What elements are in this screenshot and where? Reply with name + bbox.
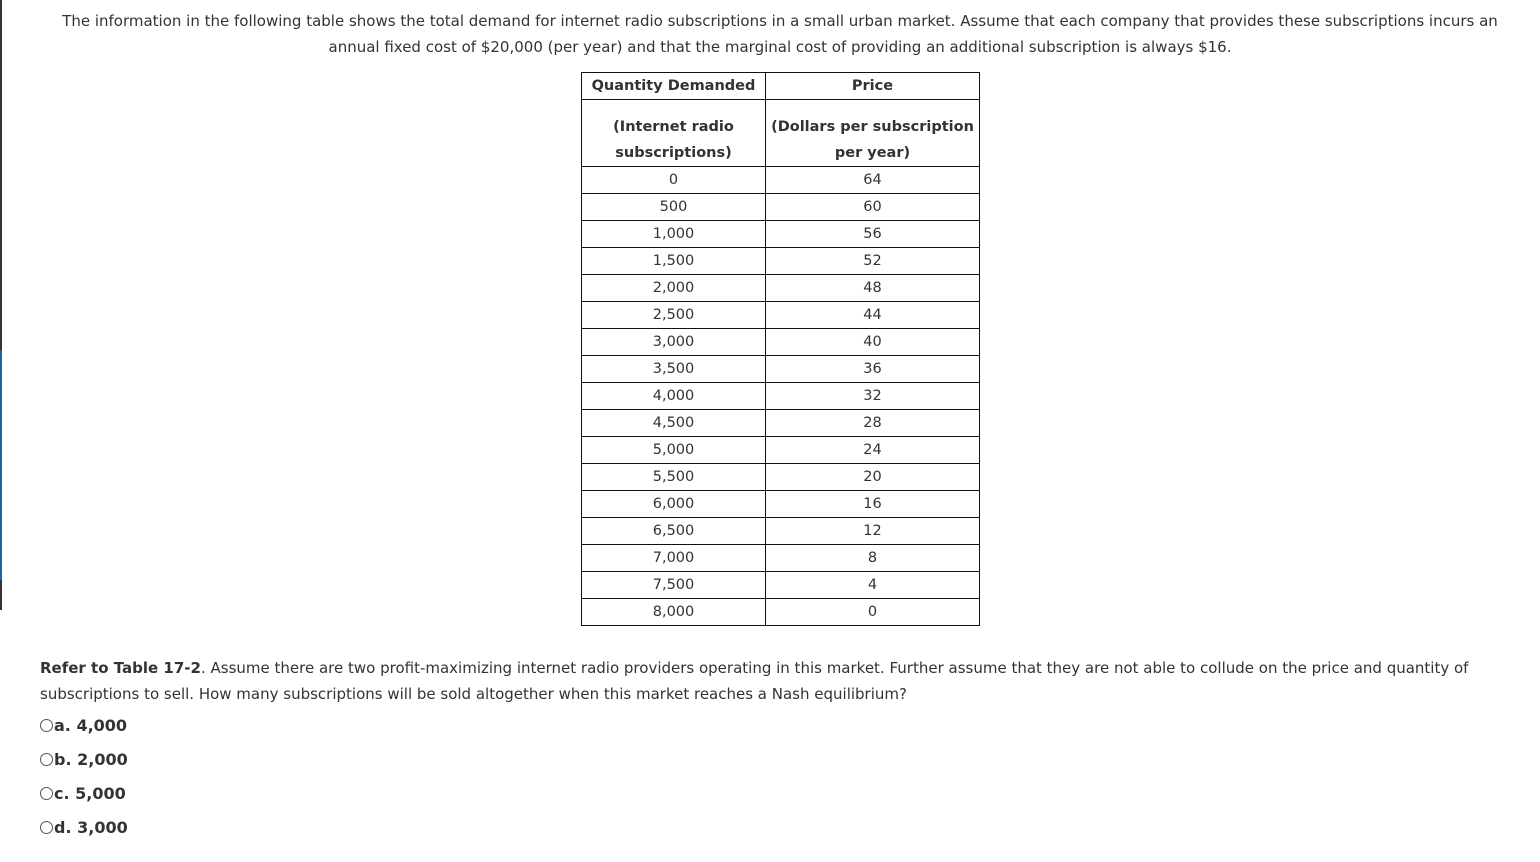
quantity-cell: 6,000: [582, 491, 766, 518]
price-cell: 44: [766, 302, 980, 329]
table-body: [582, 167, 980, 626]
table-row: [582, 518, 980, 545]
header-quantity-demanded: Quantity Demanded: [582, 73, 766, 100]
radio-icon[interactable]: [40, 753, 53, 766]
option-b[interactable]: [40, 742, 128, 776]
quantity-cell: 6,500: [582, 518, 766, 545]
table-row: [582, 194, 980, 221]
left-border-accent: [0, 350, 2, 580]
intro-line-2: annual fixed cost of $20,000 (per year) and that the marginal cost of providing an additional subscription is always $16.: [328, 38, 1232, 56]
radio-icon[interactable]: [40, 787, 53, 800]
quantity-cell: 0: [582, 167, 766, 194]
quantity-cell: 500: [582, 194, 766, 221]
option-a-label: a. 4,000: [54, 715, 128, 735]
price-cell: 48: [766, 275, 980, 302]
table-header-row: [582, 73, 980, 100]
price-cell: 24: [766, 437, 980, 464]
price-cell: 36: [766, 356, 980, 383]
price-cell: 32: [766, 383, 980, 410]
price-cell: 4: [766, 572, 980, 599]
table-row: [582, 383, 980, 410]
table-row: [582, 491, 980, 518]
table-row: [582, 464, 980, 491]
quantity-cell: 2,500: [582, 302, 766, 329]
question-text: [40, 655, 1500, 707]
option-d-label: d. 3,000: [54, 817, 128, 837]
price-cell: 28: [766, 410, 980, 437]
option-a[interactable]: [40, 708, 128, 742]
price-cell: 20: [766, 464, 980, 491]
price-cell: 8: [766, 545, 980, 572]
quantity-cell: 3,000: [582, 329, 766, 356]
price-cell: 16: [766, 491, 980, 518]
header-price: Price: [766, 73, 980, 100]
quantity-cell: 7,500: [582, 572, 766, 599]
option-c[interactable]: [40, 776, 128, 810]
price-cell: 60: [766, 194, 980, 221]
option-d[interactable]: [40, 810, 128, 844]
quantity-cell: 3,500: [582, 356, 766, 383]
subheader-quantity: [582, 100, 766, 167]
price-cell: 56: [766, 221, 980, 248]
quantity-cell: 7,000: [582, 545, 766, 572]
quantity-cell: 4,500: [582, 410, 766, 437]
quantity-cell: 4,000: [582, 383, 766, 410]
table-row: [582, 545, 980, 572]
quantity-cell: 2,000: [582, 275, 766, 302]
demand-table: [581, 72, 980, 626]
answer-options: [40, 708, 128, 844]
price-cell: 52: [766, 248, 980, 275]
price-cell: 40: [766, 329, 980, 356]
question-reference: Refer to Table 17-2: [40, 659, 201, 677]
subheader-quantity-line-1: (Internet radio: [613, 119, 734, 135]
table-row: [582, 221, 980, 248]
price-cell: 12: [766, 518, 980, 545]
intro-paragraph: [40, 8, 1520, 60]
subheader-quantity-line-2: subscriptions): [615, 145, 732, 161]
table-row: [582, 356, 980, 383]
table-row: [582, 167, 980, 194]
table-row: [582, 329, 980, 356]
quantity-cell: 1,000: [582, 221, 766, 248]
table-row: [582, 437, 980, 464]
quantity-cell: 5,000: [582, 437, 766, 464]
table-row: [582, 302, 980, 329]
subheader-price-line-2: per year): [834, 145, 911, 161]
intro-line-1: The information in the following table shows the total demand for internet radio subscriptions in a small urban market. Assume that each company that provides these subscriptions incurs an: [62, 12, 1498, 30]
subheader-price-line-1: (Dollars per subscription: [771, 119, 974, 135]
radio-icon[interactable]: [40, 719, 53, 732]
table-row: [582, 248, 980, 275]
price-cell: 0: [766, 599, 980, 626]
subheader-price: [766, 100, 980, 167]
table-subheader-row: [582, 100, 980, 167]
table-row: [582, 599, 980, 626]
price-cell: 64: [766, 167, 980, 194]
option-b-label: b. 2,000: [54, 749, 128, 769]
quantity-cell: 1,500: [582, 248, 766, 275]
quantity-cell: 5,500: [582, 464, 766, 491]
option-c-label: c. 5,000: [54, 783, 126, 803]
table-row: [582, 572, 980, 599]
table-row: [582, 275, 980, 302]
table-row: [582, 410, 980, 437]
radio-icon[interactable]: [40, 821, 53, 834]
question-body: . Assume there are two profit-maximizing internet radio providers operating in this market. Further assume that they are not able to collude on the price and quantity of subscriptions to sell. How many subscriptions will be sold altogether when this market reaches a Nash equilibrium?: [40, 659, 1469, 703]
quantity-cell: 8,000: [582, 599, 766, 626]
